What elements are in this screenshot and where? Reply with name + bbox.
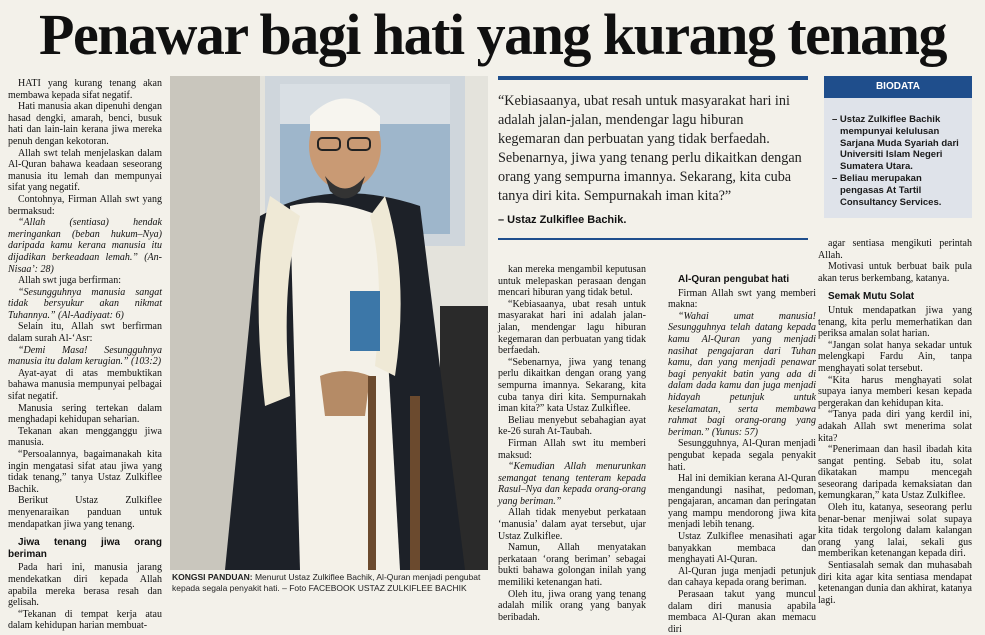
photo-caption: [172, 572, 488, 593]
article-column-2: [498, 264, 646, 623]
paragraph: Allah swt juga berfirman:: [18, 275, 122, 287]
paragraph: Allah tidak menyebut perkataan ‘manusia’ dalam ayat tersebut, ujar Ustaz Zulkiflee.: [498, 507, 646, 542]
caption-label: KONGSI PANDUAN:: [172, 572, 253, 582]
paragraph: “Wahai umat manusia! Sesungguhnya telah datang kepada kamu Al-Quran yang menjadi nasihat pengajaran dari Tuhan kamu, dan yang menjadi penawar bagi penyakit batin yang ada di dalam dada kamu dan juga menjadi hidayah petunjuk untuk keselamatan, serta membawa rahmat bagi orang-orang yang beriman.” (Yunus: 57): [668, 310, 816, 438]
paragraph: “Jangan solat hanya sekadar untuk melengkapi Fardu Ain, tanpa menghayati solat tersebut.: [818, 339, 972, 374]
paragraph: agar sentiasa mengikuti perintah Allah.: [818, 238, 972, 261]
paragraph: Untuk mendapatkan jiwa yang tenang, kita perlu memerhatikan dan periksa amalan solat harian.: [818, 304, 972, 340]
col2-paragraphs: [498, 264, 646, 623]
paragraph: “Demi Masa! Sesungguhnya manusia itu dalam kerugian.” (103:2): [8, 344, 162, 368]
paragraph: Motivasi untuk berbuat baik pula akan terus berkembang, katanya.: [818, 261, 972, 284]
biodata-title: BIODATA: [824, 76, 972, 98]
paragraph: “Kemudian Allah menurunkan semangat tenang tenteram kepada Rasul–Nya dan kepada orang-orang yang beriman.”: [498, 461, 646, 507]
paragraph: Hal ini demikian kerana Al-Quran mengandungi nasihat, pedoman, pengajaran, ancaman dan peringatan yang mampu mendorong jiwa kita menjadi lebih tenang.: [668, 473, 816, 531]
col3-paragraphs: [668, 288, 816, 635]
col1-paragraphs: [8, 78, 162, 530]
paragraph: Oleh itu, jiwa orang yang tenang adalah milik orang yang banyak beribadah.: [498, 588, 646, 623]
section-heading-al-quran: Al-Quran pengubat hati: [678, 274, 790, 285]
pullquote: “Kebiasaanya, ubat resah untuk masyarakat hari ini adalah jalan-jalan, mendengar lagu hiburan kegemaran dan perbuatan yang tidak berfaedah. Sebenarnya, jiwa yang tenang perlu dikaitkan dengan orang yang sempurna imannya. Sekarang, kita cuba tanya diri kita. Sempurnakah iman kita?”: [498, 93, 802, 204]
paragraph: Beliau menyebut sebahagian ayat ke-26 surah At-Taubah.: [498, 414, 646, 438]
headline: Penawar bagi hati yang kurang tenang: [39, 2, 946, 67]
paragraph: “Sesungguhnya manusia sangat tidak bersyukur akan nikmat Tuhannya.” (Al-Aadiyaat: 6): [8, 286, 162, 321]
paragraph: Contohnya, Firman Allah swt yang bermaksud:: [8, 193, 162, 217]
paragraph: Firman Allah swt itu memberi maksud:: [498, 437, 646, 461]
col4-after-paragraphs: [818, 305, 972, 606]
col1-after-paragraphs: [8, 562, 162, 632]
paragraph: Manusia sering tertekan dalam menghadapi kehidupan seharian.: [8, 402, 162, 426]
biodata-items: [824, 98, 972, 208]
paragraph: “Penerimaan dan hasil ibadah kita sangat penting. Sebab itu, solat dikatakan mampu mencegah seseorang daripada kemaksiatan dan kemungkaran,” kata Ustaz Zulkiflee.: [818, 444, 972, 502]
biodata-item: – Beliau merupakan pengasas At Tartil Consultancy Services.: [832, 172, 942, 208]
paragraph: Pada hari ini, manusia jarang mendekatkan diri kepada Allah apabila mereka berasa resah dan gelisah.: [8, 562, 162, 609]
col4-paragraphs: [818, 238, 972, 284]
paragraph: “Allah (sentiasa) hendak meringankan (beban hukum–Nya) daripada kamu kerana manusia itu dijadikan berkeadaan lemah.” (An-Nisaa’: 28): [8, 217, 162, 275]
paragraph: Namun, Allah menyatakan perkataan ‘orang beriman’ sebagai bukti bahawa golongan inilah yang memiliki ketenangan hati.: [498, 542, 646, 589]
paragraph: Tekanan akan mengganggu jiwa manusia.: [8, 425, 162, 449]
paragraph: Al-Quran juga menjadi petunjuk dan cahaya kepada orang beriman.: [668, 565, 816, 589]
section-heading-jiwa-tenang: Jiwa tenang jiwa orang beriman: [8, 537, 162, 560]
paragraph: “Kita harus menghayati solat supaya ianya memberi kesan kepada pergerakan dan kehidupan kita.: [818, 374, 972, 409]
paragraph: “Tanya pada diri yang kerdil ini, adakah Allah swt menerima solat kita?: [818, 409, 972, 444]
article-column-4: [818, 238, 972, 606]
article-column-3: [668, 274, 816, 635]
paragraph: “Persoalannya, bagaimanakah kita ingin mengatasi sifat atau jiwa yang tidak tenang,” tanya Ustaz Zulkiflee Bachik.: [8, 449, 162, 495]
paragraph: Allah swt telah menjelaskan dalam Al-Quran bahawa keadaan seseorang manusia itu lemah dan mempunyai sifat yang negatif.: [8, 147, 162, 194]
biodata-item: – Ustaz Zulkiflee Bachik mempunyai kelulusan Sarjana Muda Syariah dari Universiti Islam Negeri Sumatera Utara.: [832, 114, 959, 173]
paragraph: kan mereka mengambil keputusan untuk melepaskan perasaan dengan mencari hiburan yang tidak betul.: [498, 264, 646, 299]
paragraph: “Sebenarnya, jiwa yang tenang perlu dikaitkan dengan orang yang sempurna imannya. Sekarang, kita cuba tanya diri kita. Sempurnakah iman kita?” kata Ustaz Zulkiflee.: [498, 356, 646, 415]
paragraph: Firman Allah swt yang memberi makna:: [668, 287, 816, 311]
paragraph: Ayat-ayat di atas membuktikan bahawa manusia mempunyai pelbagai sifat negatif.: [8, 367, 162, 403]
pullquote-author: – Ustaz Zulkiflee Bachik.: [498, 214, 627, 226]
paragraph: Hati manusia akan dipenuhi dengan hasad dengki, amarah, benci, busuk hati dan lain-lain kerana jiwa mereka penuh dengan kekotoran.: [8, 101, 162, 147]
article-column-1: [8, 78, 162, 632]
pullquote-bottom-rule: [498, 238, 808, 240]
paragraph: Ustaz Zulkiflee menasihati agar banyakkan membaca dan menghayati Al-Quran.: [668, 531, 816, 566]
portrait-illustration: [170, 76, 488, 570]
paragraph: Sentiasalah semak dan muhasabah diri kita agar kita sentiasa mendapat ketenangan dunia dan akhirat, katanya lagi.: [818, 560, 972, 606]
paragraph: Sesungguhnya, Al-Quran menjadi pengubat kepada segala penyakit hati.: [668, 438, 816, 473]
paragraph: “Kebiasaanya, ubat resah untuk masyarakat hari ini adalah jalan-jalan, mendengar lagu hiburan kegemaran dan perbuatan yang tidak berfaedah.: [498, 298, 646, 357]
paragraph: Perasaan takut yang muncul dalam diri manusia apabila membaca Al-Quran akan memacu diri: [668, 589, 816, 635]
pullquote-top-bar: [498, 76, 808, 80]
biodata-box: [824, 76, 972, 218]
paragraph: “Tekanan di tempat kerja atau dalam kehidupan harian membuat-: [8, 608, 162, 632]
paragraph: Selain itu, Allah swt berfirman dalam surah Al-‘Asr:: [8, 321, 162, 345]
caption-text: Menurut Ustaz Zulkiflee Bachik, Al-Quran menjadi pengubat kepada segala penyakit hati. – Foto FACEBOOK USTAZ ZULKIFLEE BACHIK: [172, 572, 481, 593]
paragraph: HATI yang kurang tenang akan membawa kepada sifat negatif.: [8, 78, 162, 101]
paragraph: Oleh itu, katanya, seseorang perlu benar-benar menjiwai solat supaya kita tidak tergolong dalam kalangan orang yang lalai, sekali gus memberikan ketenangan kepada diri.: [818, 502, 972, 560]
photo-ustaz-zulkiflee: [170, 76, 488, 570]
section-heading-semak-mutu-solat: Semak Mutu Solat: [828, 291, 915, 303]
paragraph: Berikut Ustaz Zulkiflee menyenaraikan panduan untuk mendapatkan jiwa yang tenang.: [8, 495, 162, 530]
